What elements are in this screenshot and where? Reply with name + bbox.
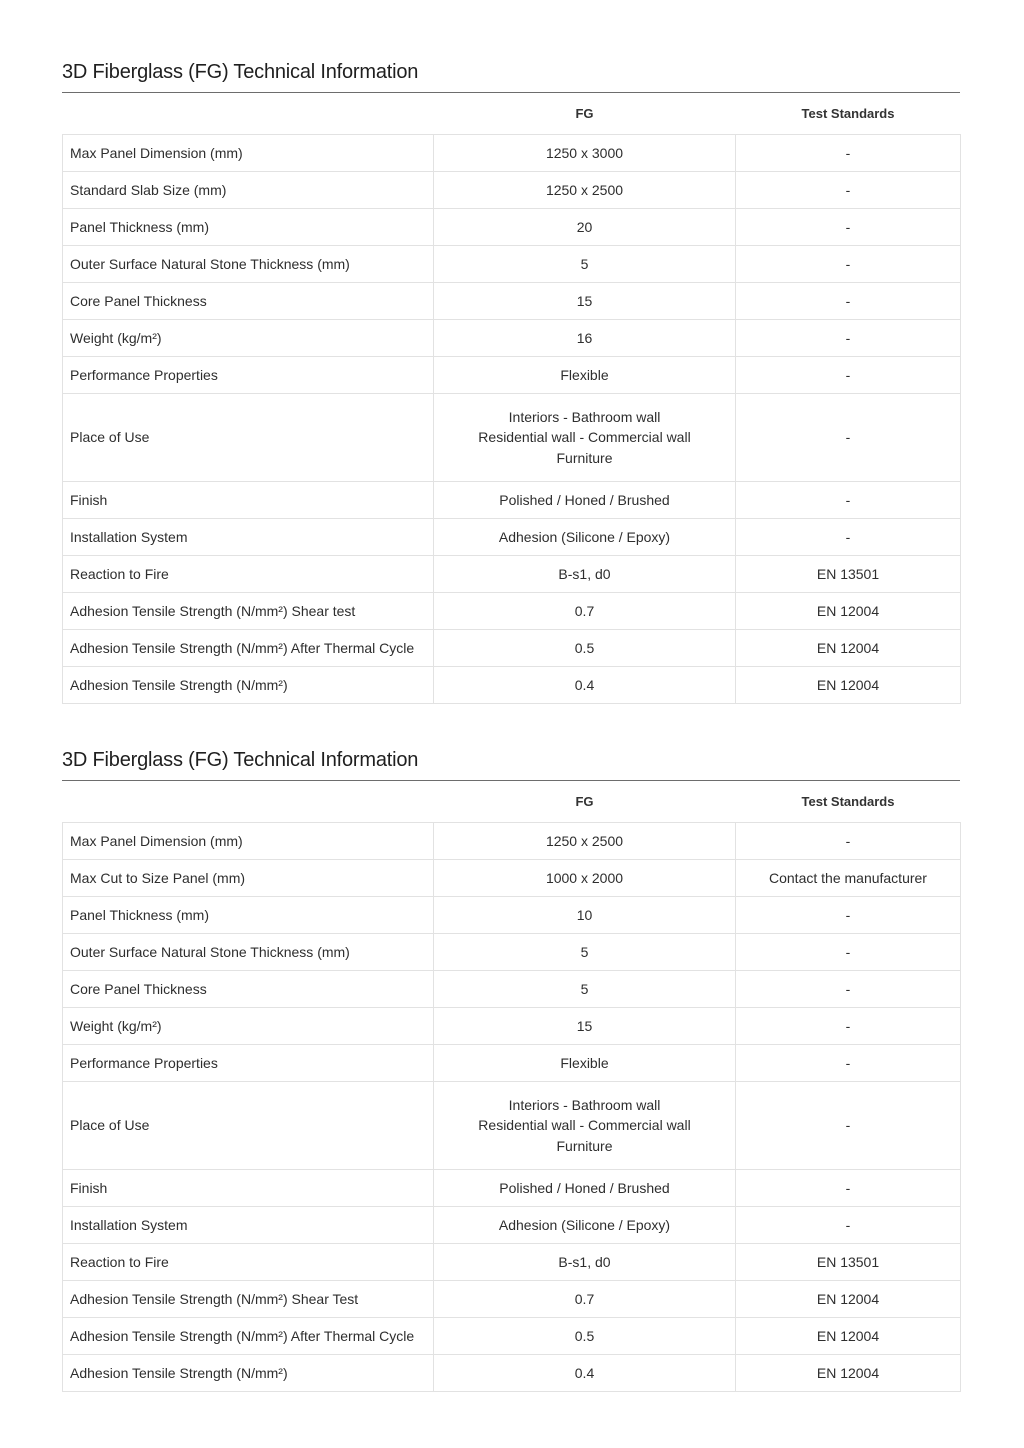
row-fg-value: Polished / Honed / Brushed [434, 482, 736, 519]
row-label: Standard Slab Size (mm) [63, 172, 434, 209]
table-row [63, 667, 961, 704]
row-label: Outer Surface Natural Stone Thickness (mm) [63, 934, 434, 971]
row-test-standard: - [736, 971, 961, 1008]
row-label: Reaction to Fire [63, 1244, 434, 1281]
section-title: 3D Fiberglass (FG) Technical Information [62, 744, 960, 781]
row-fg-value: 1250 x 2500 [434, 823, 736, 860]
value-line: Interiors - Bathroom wall [508, 408, 661, 425]
table-row [63, 897, 961, 934]
value-line: Residential wall - Commercial wall [478, 429, 691, 446]
row-fg-value: 1250 x 2500 [434, 172, 736, 209]
table-row [63, 320, 961, 357]
row-fg-value: Adhesion (Silicone / Epoxy) [434, 519, 736, 556]
row-label: Finish [63, 1170, 434, 1207]
row-fg-value: Flexible [434, 1045, 736, 1082]
row-fg-value: 5 [434, 246, 736, 283]
row-test-standard: - [736, 1207, 961, 1244]
row-label: Core Panel Thickness [63, 971, 434, 1008]
row-fg-value: 5 [434, 934, 736, 971]
row-label: Weight (kg/m²) [63, 320, 434, 357]
table-row [63, 519, 961, 556]
row-label: Finish [63, 482, 434, 519]
row-label: Adhesion Tensile Strength (N/mm²) Shear test [63, 593, 434, 630]
value-line: Residential wall - Commercial wall [478, 1117, 691, 1134]
table-body [63, 823, 961, 1392]
row-test-standard: - [736, 209, 961, 246]
row-test-standard: - [736, 357, 961, 394]
row-test-standard: - [736, 1082, 961, 1170]
section-title: 3D Fiberglass (FG) Technical Information [62, 56, 960, 93]
value-line: Interiors - Bathroom wall [508, 1096, 661, 1113]
row-fg-value [434, 1082, 736, 1170]
row-test-standard: EN 13501 [736, 1244, 961, 1281]
row-test-standard: - [736, 1045, 961, 1082]
row-label: Installation System [63, 1207, 434, 1244]
tech-info-section-1 [62, 56, 960, 704]
row-test-standard: - [736, 1170, 961, 1207]
tech-info-table [62, 93, 961, 704]
table-row [63, 1244, 961, 1281]
header-label [63, 93, 434, 135]
table-row [63, 482, 961, 519]
header-test-standards: Test Standards [736, 93, 961, 135]
row-fg-value: Polished / Honed / Brushed [434, 1170, 736, 1207]
table-header-row [63, 93, 961, 135]
row-test-standard: - [736, 823, 961, 860]
table-row [63, 394, 961, 482]
row-test-standard: - [736, 320, 961, 357]
row-label: Reaction to Fire [63, 556, 434, 593]
tech-info-table [62, 781, 961, 1392]
row-fg-value: 0.5 [434, 630, 736, 667]
table-row [63, 971, 961, 1008]
table-row [63, 209, 961, 246]
table-body [63, 135, 961, 704]
header-test-standards: Test Standards [736, 781, 961, 823]
row-fg-value: Flexible [434, 357, 736, 394]
value-line: Furniture [556, 449, 613, 466]
row-label: Outer Surface Natural Stone Thickness (mm) [63, 246, 434, 283]
row-fg-value: 1000 x 2000 [434, 860, 736, 897]
row-fg-value: 0.7 [434, 593, 736, 630]
row-fg-value: 0.4 [434, 1355, 736, 1392]
table-row [63, 172, 961, 209]
row-label: Performance Properties [63, 1045, 434, 1082]
table-row [63, 246, 961, 283]
table-row [63, 1170, 961, 1207]
row-fg-value: Adhesion (Silicone / Epoxy) [434, 1207, 736, 1244]
row-label: Adhesion Tensile Strength (N/mm²) Shear Test [63, 1281, 434, 1318]
row-label: Adhesion Tensile Strength (N/mm²) After Thermal Cycle [63, 630, 434, 667]
table-row [63, 593, 961, 630]
row-test-standard: Contact the manufacturer [736, 860, 961, 897]
row-fg-value: 20 [434, 209, 736, 246]
row-test-standard: - [736, 482, 961, 519]
table-row [63, 135, 961, 172]
row-fg-value [434, 394, 736, 482]
row-label: Weight (kg/m²) [63, 1008, 434, 1045]
header-label [63, 781, 434, 823]
row-fg-value: 16 [434, 320, 736, 357]
table-row [63, 1207, 961, 1244]
row-test-standard: EN 12004 [736, 593, 961, 630]
row-fg-value: 0.7 [434, 1281, 736, 1318]
row-fg-value: B-s1, d0 [434, 556, 736, 593]
row-test-standard: EN 12004 [736, 1355, 961, 1392]
row-label: Panel Thickness (mm) [63, 897, 434, 934]
table-row [63, 556, 961, 593]
table-row [63, 1008, 961, 1045]
row-label: Adhesion Tensile Strength (N/mm²) After Thermal Cycle [63, 1318, 434, 1355]
row-label: Panel Thickness (mm) [63, 209, 434, 246]
table-row [63, 1281, 961, 1318]
row-test-standard: EN 12004 [736, 667, 961, 704]
row-label: Core Panel Thickness [63, 283, 434, 320]
row-label: Max Panel Dimension (mm) [63, 135, 434, 172]
row-test-standard: - [736, 519, 961, 556]
table-row [63, 1318, 961, 1355]
row-test-standard: EN 13501 [736, 556, 961, 593]
row-test-standard: EN 12004 [736, 630, 961, 667]
row-fg-value: B-s1, d0 [434, 1244, 736, 1281]
row-test-standard: EN 12004 [736, 1281, 961, 1318]
row-label: Installation System [63, 519, 434, 556]
row-test-standard: - [736, 172, 961, 209]
row-fg-value: 0.4 [434, 667, 736, 704]
table-header-row [63, 781, 961, 823]
table-row [63, 1045, 961, 1082]
row-fg-value: 10 [434, 897, 736, 934]
row-test-standard: - [736, 394, 961, 482]
row-label: Place of Use [63, 1082, 434, 1170]
table-row [63, 823, 961, 860]
table-row [63, 860, 961, 897]
table-row [63, 1082, 961, 1170]
row-test-standard: - [736, 283, 961, 320]
row-label: Place of Use [63, 394, 434, 482]
row-label: Performance Properties [63, 357, 434, 394]
table-row [63, 630, 961, 667]
row-test-standard: - [736, 897, 961, 934]
header-fg: FG [434, 93, 736, 135]
row-fg-value: 15 [434, 283, 736, 320]
row-fg-value: 5 [434, 971, 736, 1008]
row-label: Max Cut to Size Panel (mm) [63, 860, 434, 897]
row-test-standard: - [736, 135, 961, 172]
value-line: Furniture [556, 1137, 613, 1154]
tech-info-section-2 [62, 744, 960, 1392]
table-row [63, 283, 961, 320]
row-fg-value: 0.5 [434, 1318, 736, 1355]
table-row [63, 1355, 961, 1392]
row-fg-value: 15 [434, 1008, 736, 1045]
row-test-standard: EN 12004 [736, 1318, 961, 1355]
row-test-standard: - [736, 1008, 961, 1045]
table-row [63, 934, 961, 971]
row-fg-value: 1250 x 3000 [434, 135, 736, 172]
row-label: Adhesion Tensile Strength (N/mm²) [63, 667, 434, 704]
row-test-standard: - [736, 246, 961, 283]
row-label: Adhesion Tensile Strength (N/mm²) [63, 1355, 434, 1392]
row-test-standard: - [736, 934, 961, 971]
row-label: Max Panel Dimension (mm) [63, 823, 434, 860]
header-fg: FG [434, 781, 736, 823]
table-row [63, 357, 961, 394]
